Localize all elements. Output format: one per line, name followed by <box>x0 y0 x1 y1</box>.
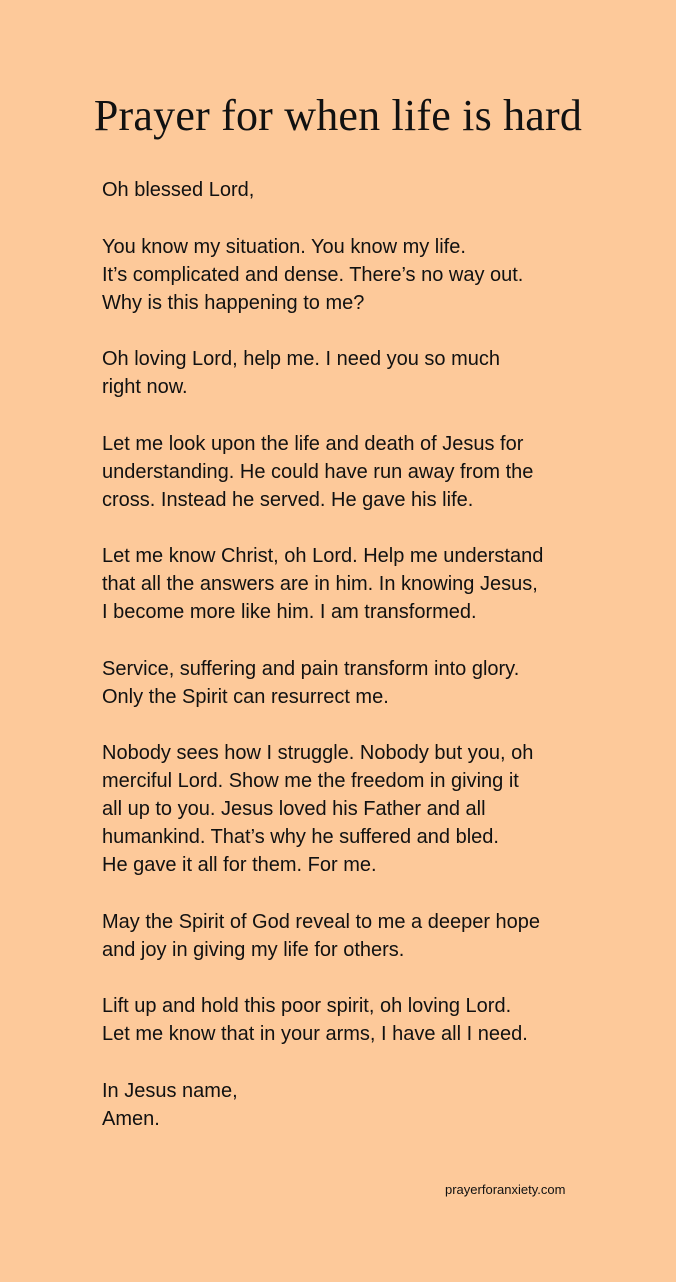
prayer-line: all up to you. Jesus loved his Father and all <box>102 798 486 820</box>
prayer-line: understanding. He could have run away from the <box>102 460 534 483</box>
stanza-1 <box>102 176 642 204</box>
prayer-line: It’s complicated and dense. There’s no way out. <box>102 263 524 286</box>
stanza-3 <box>102 345 642 401</box>
prayer-body <box>102 176 642 1161</box>
prayer-line: that all the answers are in him. In knowing Jesus, <box>102 573 538 595</box>
prayer-line: Nobody sees how I struggle. Nobody but you, oh <box>102 742 534 764</box>
stanza-6 <box>102 655 642 711</box>
prayer-line: Let me know that in your arms, I have all I need. <box>102 1023 528 1045</box>
prayer-line: Let me look upon the life and death of Jesus for <box>102 432 524 455</box>
website-credit: prayerforanxiety.com <box>445 1182 566 1197</box>
prayer-line: In Jesus name, <box>102 1079 238 1102</box>
prayer-line: Let me know Christ, oh Lord. Help me understand <box>102 545 544 567</box>
prayer-line: Oh blessed Lord, <box>102 179 255 201</box>
prayer-line: Only the Spirit can resurrect me. <box>102 685 389 708</box>
prayer-line: Amen. <box>102 1107 160 1130</box>
prayer-line: You know my situation. You know my life. <box>102 235 466 258</box>
prayer-line: and joy in giving my life for others. <box>102 938 405 961</box>
stanza-2 <box>102 233 642 317</box>
stanza-7 <box>102 739 642 879</box>
page-title: Prayer for when life is hard <box>93 91 583 140</box>
prayer-line: merciful Lord. Show me the freedom in giving it <box>102 770 519 792</box>
stanza-4 <box>102 430 642 514</box>
prayer-line: Service, suffering and pain transform into glory. <box>102 657 520 680</box>
prayer-line: Oh loving Lord, help me. I need you so much <box>102 348 501 370</box>
stanza-5 <box>102 542 642 626</box>
stanza-9 <box>102 992 642 1048</box>
prayer-line: Lift up and hold this poor spirit, oh loving Lord. <box>102 995 512 1017</box>
prayer-line: Why is this happening to me? <box>102 291 365 314</box>
prayer-line: right now. <box>102 376 188 398</box>
stanza-8 <box>102 908 642 964</box>
prayer-line: cross. Instead he served. He gave his life. <box>102 488 474 511</box>
stanza-10 <box>102 1077 642 1133</box>
prayer-line: I become more like him. I am transformed. <box>102 601 477 623</box>
prayer-line: May the Spirit of God reveal to me a deeper hope <box>102 910 541 933</box>
prayer-line: He gave it all for them. For me. <box>102 854 377 876</box>
prayer-line: humankind. That’s why he suffered and bled. <box>102 826 499 848</box>
